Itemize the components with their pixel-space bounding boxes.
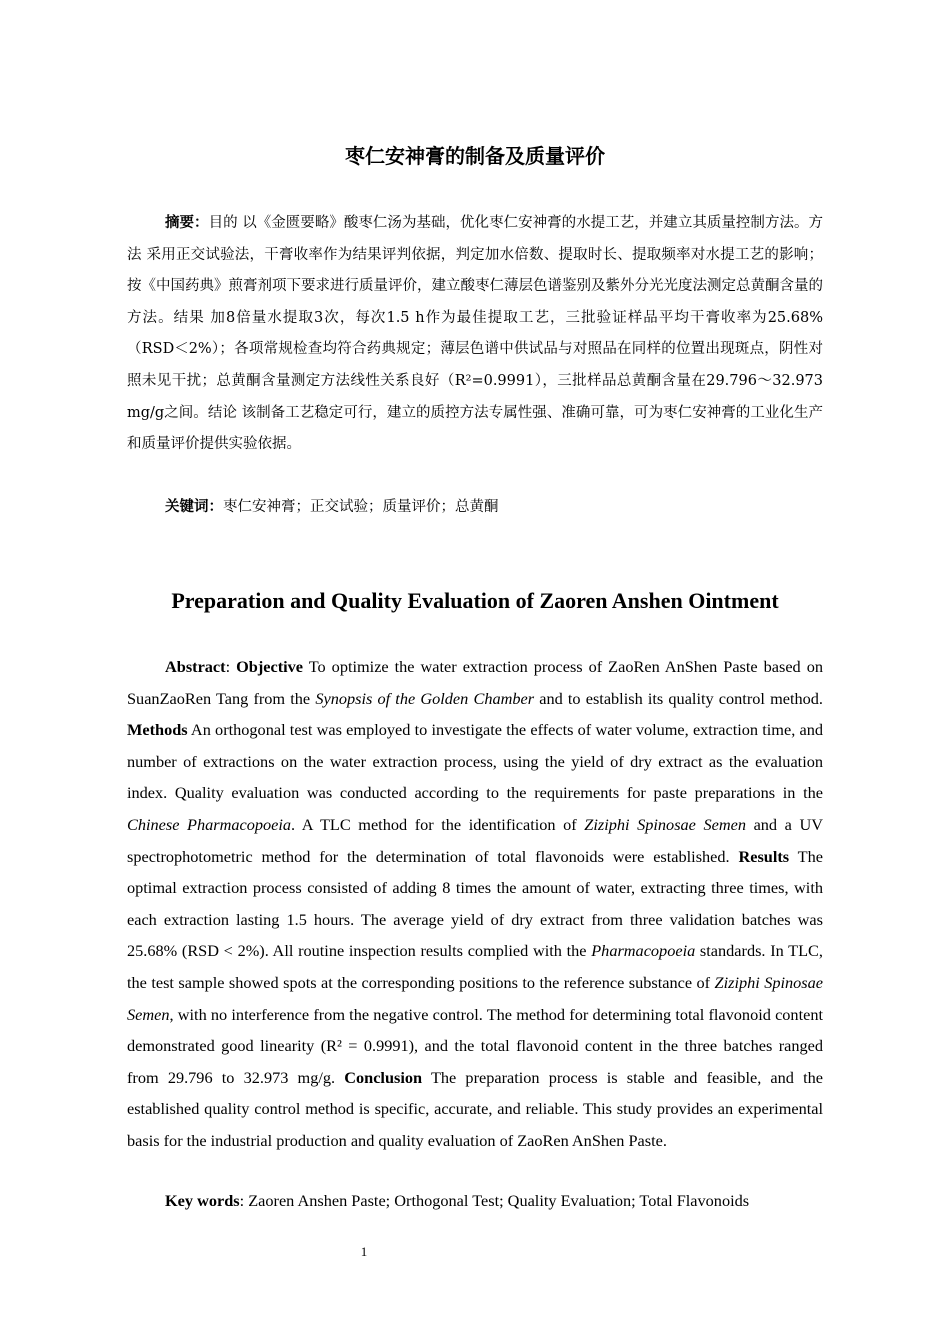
- ziziphi-term-1: Ziziphi Spinosae Semen: [584, 814, 746, 834]
- results-label: Results: [738, 846, 790, 866]
- ziziphi-term-2: Ziziphi Spinosae Semen: [127, 972, 824, 1024]
- chinese-pharmacopoeia-title: Chinese Pharmacopoeia: [127, 814, 292, 834]
- methods-text-2: . A TLC method for the identification of: [291, 814, 585, 834]
- english-title: Preparation and Quality Evaluation of Zaoren Anshen Ointment: [171, 588, 779, 613]
- chinese-keywords: [127, 492, 823, 522]
- chinese-title: 枣仁安神膏的制备及质量评价: [345, 144, 605, 168]
- page-number: 1: [360, 1244, 368, 1259]
- pharmacopoeia-title: Pharmacopoeia: [591, 941, 696, 961]
- english-abstract: [127, 651, 823, 1157]
- english-keywords-text: : Zaoren Anshen Paste; Orthogonal Test; Quality Evaluation; Total Flavonoids: [239, 1191, 750, 1210]
- methods-label: Methods: [127, 720, 188, 740]
- chinese-abstract-text: 目的 以《金匮要略》酸枣仁汤为基础，优化枣仁安神膏的水提工艺，并建立其质量控制方法。方法 采用正交试验法，干膏收率作为结果评判依据，判定加水倍数、提取时长、提取频率对水提工艺的影响；按《中国药典》煎膏剂项下要求进行质量评价，建立酸枣仁薄层色谱鉴别及紫外分光光度法测定总黄酮含量的方法。结果 加8倍量水提取3次，每次1.5 h作为最佳提取工艺，三批验证样品平均干膏收率为25.68%（RSD＜2%）；各项常规检查均符合药典规定；薄层色谱中供试品与对照品在同样的位置出现斑点，阴性对照未见干扰；总黄酮含量测定方法线性关系良好（R²=0.9991），三批样品总黄酮含量在29.796～32.973 mg/g之间。结论 该制备工艺稳定可行，建立的质控方法专属性强、准确可靠，可为枣仁安神膏的工业化生产和质量评价提供实验依据。: [127, 215, 823, 453]
- synopsis-title: Synopsis of the Golden Chamber: [315, 688, 535, 708]
- methods-text-3: and a UV spectrophotometric method for the determination of total flavonoids were established.: [127, 814, 823, 866]
- results-text-3: , with no interference from the negative control. The method for determining total flavonoid content demonstrated good linearity (R² = 0.9991), and the total flavonoid content in the three batches ranged from 29.796 to 32.973 mg/g.: [127, 1004, 823, 1087]
- results-text-2: standards. In TLC, the test sample showed spots at the corresponding positions to the reference substance of: [127, 941, 823, 992]
- conclusion-label: Conclusion: [344, 1067, 423, 1087]
- objective-label: Objective: [236, 657, 304, 676]
- english-abstract-label: Abstract: [165, 657, 226, 676]
- methods-text-1: An orthogonal test was employed to investigate the effects of water volume, extraction time, and number of extractions on the water extraction process, using the yield of dry extract as the evaluation index. Quality evaluation was conducted according to the requirements for paste preparations in the: [127, 720, 823, 803]
- english-abstract-colon: :: [225, 657, 237, 676]
- chinese-abstract-label: 摘要：: [165, 215, 209, 231]
- objective-text-2: and to establish its quality control method.: [534, 688, 823, 708]
- chinese-abstract: [127, 208, 823, 461]
- chinese-keywords-text: 枣仁安神膏；正交试验；质量评价；总黄酮: [223, 499, 499, 515]
- objective-text-1: To optimize the water extraction process of ZaoRen AnShen Paste based on SuanZaoRen Tang from the: [127, 657, 823, 708]
- english-keywords-label: Key words: [165, 1191, 240, 1210]
- chinese-keywords-label: 关键词：: [165, 499, 223, 515]
- english-keywords: [127, 1186, 823, 1216]
- conclusion-text: The preparation process is stable and feasible, and the established quality control method is specific, accurate, and reliable. This study provides an experimental basis for the industrial production and quality evaluation of ZaoRen AnShen Paste.: [127, 1067, 823, 1150]
- results-text-1: The optimal extraction process consisted of adding 8 times the amount of water, extracting three times, with each extraction lasting 1.5 hours. The average yield of dry extract from three validation batches was 25.68% (RSD < 2%). All routine inspection results complied with the: [127, 846, 823, 961]
